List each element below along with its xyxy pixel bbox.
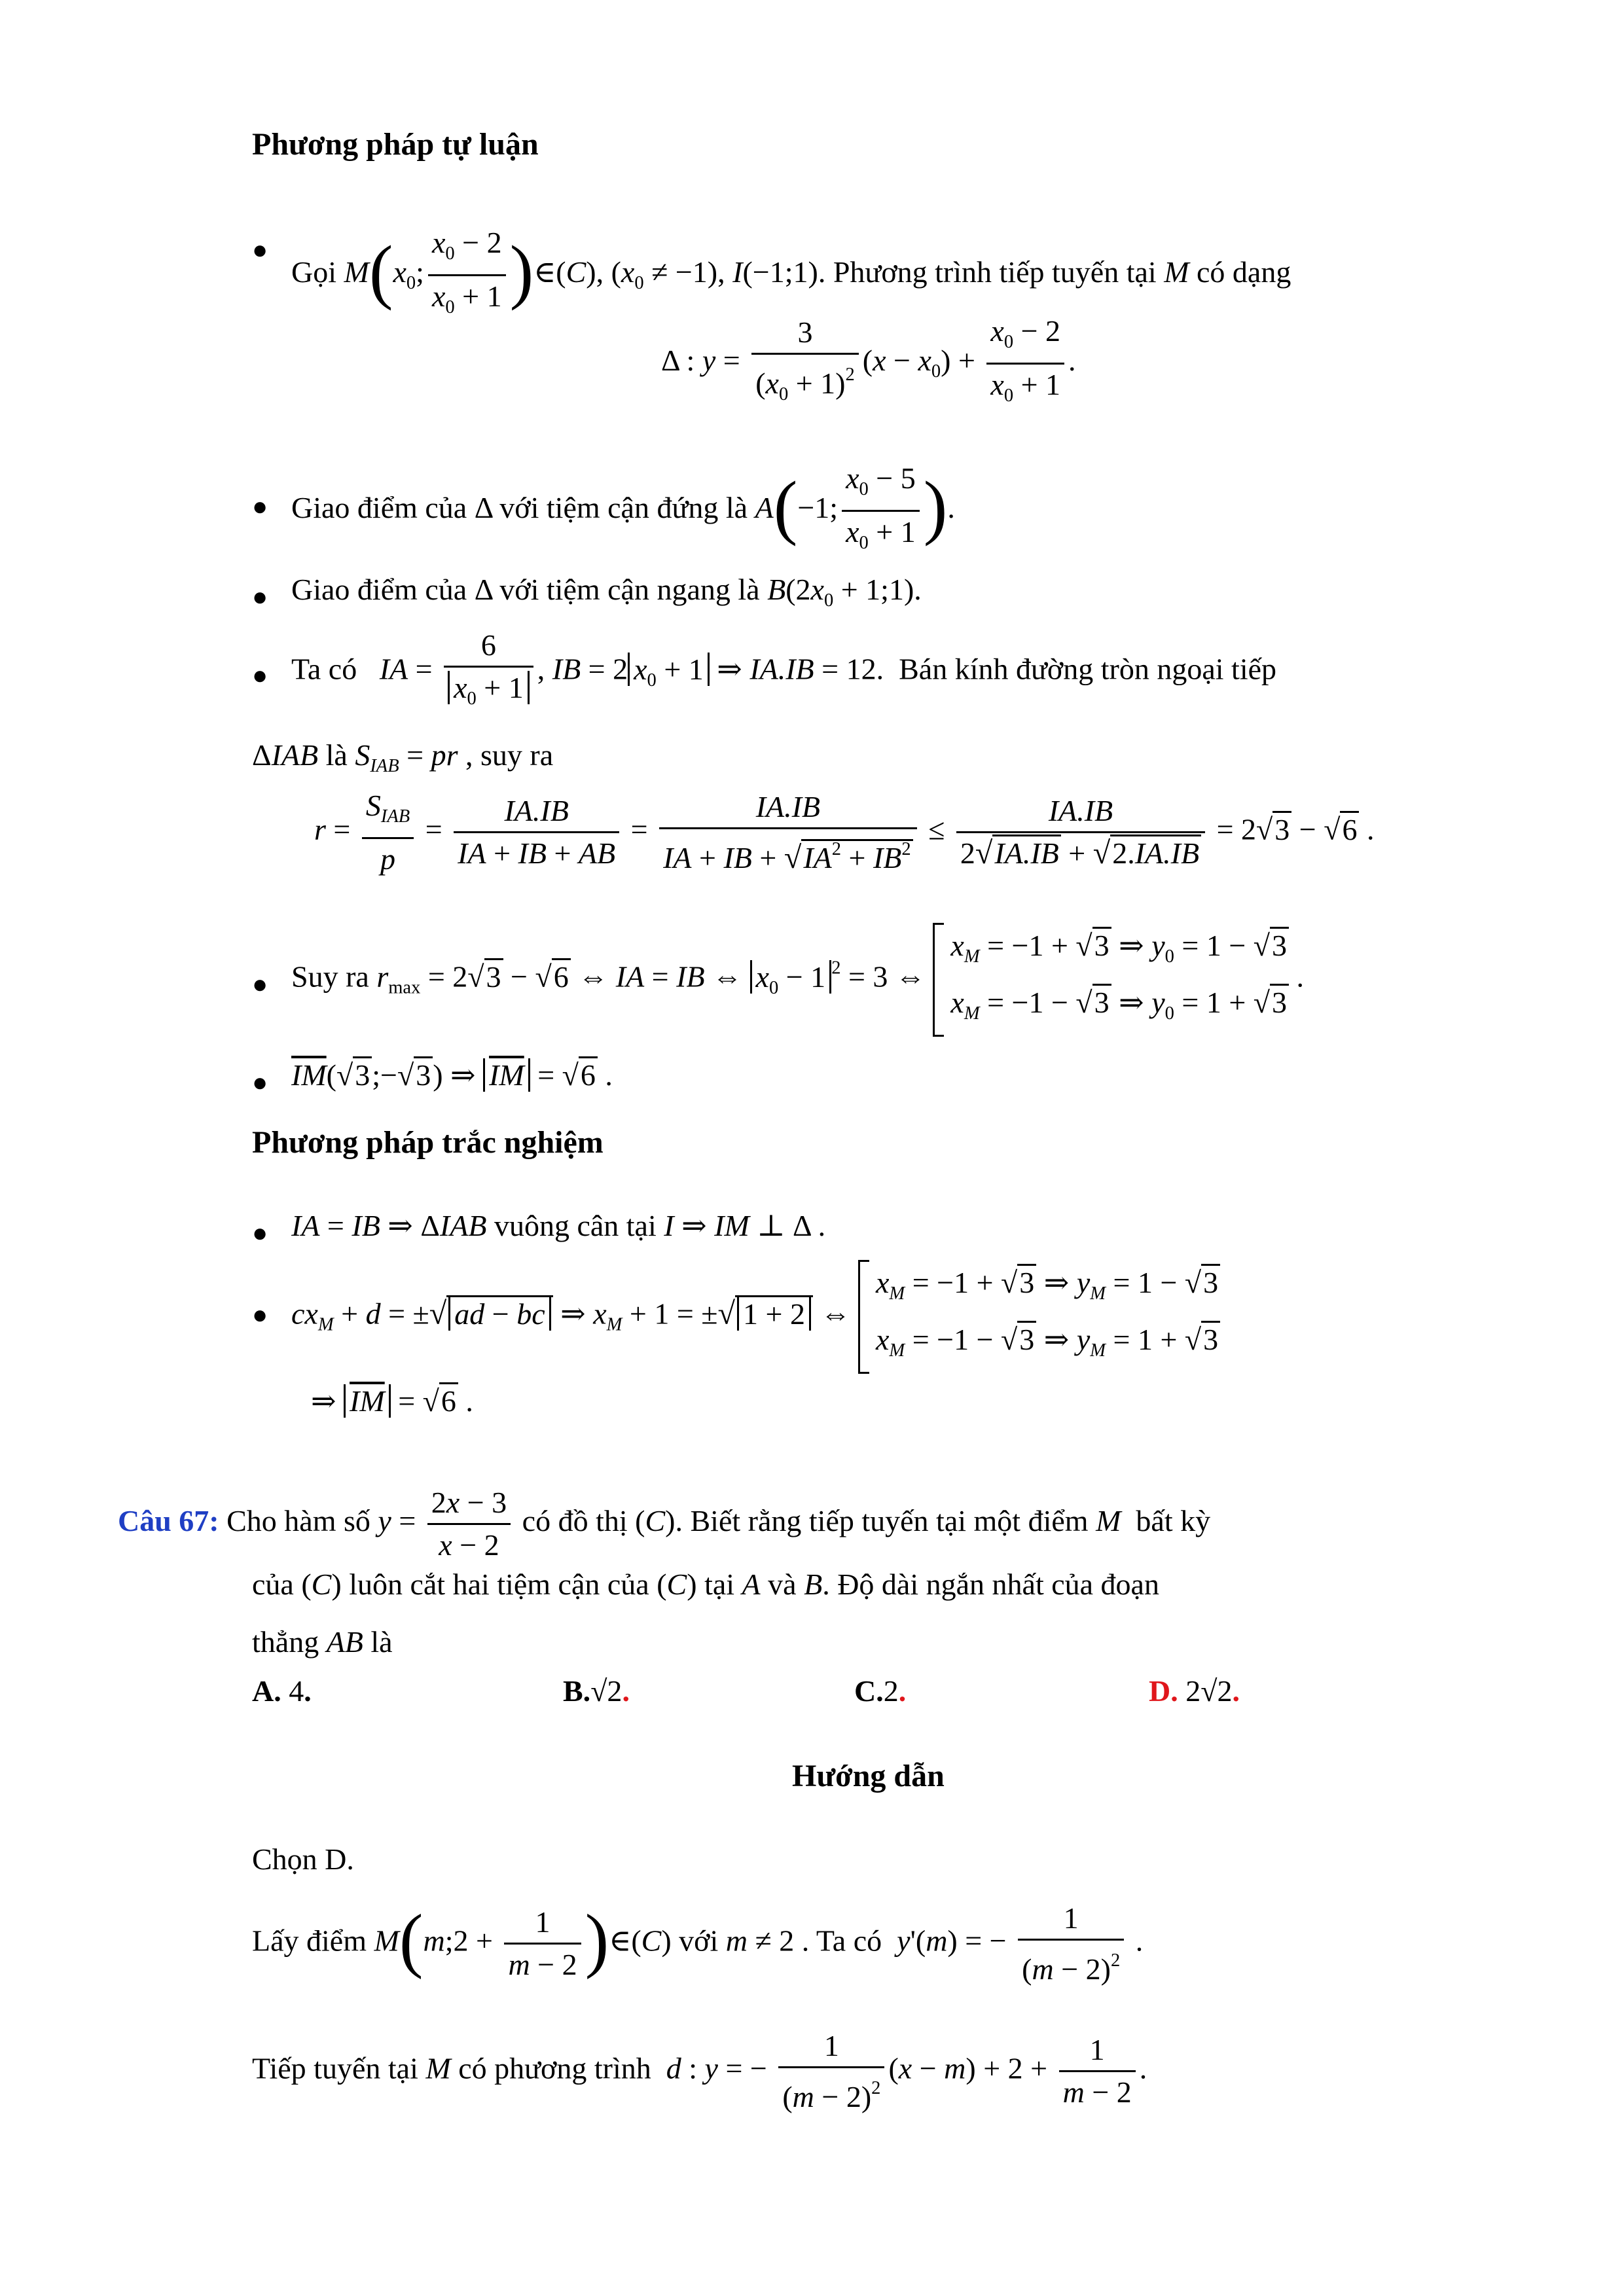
guide-choose: Chọn D. bbox=[252, 1842, 354, 1876]
bullet-4: ● bbox=[252, 660, 268, 690]
question-line-3: thẳng AB là bbox=[252, 1625, 393, 1659]
question-line-1: Câu 67: Cho hàm số y = $\frac{2x - 3}{x - 2}$ có đồ thị (C). Biết rằng tiếp tuyến tại một điểm M bất kỳ bbox=[118, 1482, 1210, 1566]
eq-tangent: Δ : y = $\frac{3}{(x_0 + 1)^2}$ $(x - x_0)$ + $\frac{x_0 - 2}{x_0 + 1}$ . bbox=[661, 311, 1076, 416]
bullet-8: ● bbox=[252, 1300, 268, 1329]
line-giao-diem-dung: Giao điểm của Δ với tiệm cận đứng là A(−1; $\frac{x_0 - 5}{x_0 + 1}$ ). bbox=[291, 458, 955, 564]
line-vector-IM: $\overline{IM}(√3;-√3)$ ⇒ $\overline{IM} = √6$ . bbox=[291, 1055, 613, 1096]
bullet-2: ● bbox=[252, 492, 268, 521]
bullet-1: ● bbox=[252, 235, 268, 264]
line-cxm: $cx_M + d$ = ±√ ad − bc ⇒ $x_M + 1$ = ±√ 1 + 2 ⇔ $x_M = -1 + √3$ ⇒ $y_M = 1 - √3$ $x_M = -1 - √3$ ⇒ $y_M = 1 + √3$ bbox=[291, 1260, 1220, 1374]
guide-heading: Hướng dẫn bbox=[792, 1759, 945, 1793]
question-line-2: của (C) luôn cắt hai tiệm cận của (C) tại A và B. Độ dài ngắn nhất của đoạn bbox=[252, 1568, 1159, 1601]
line-s-iab: ΔIAB là $S_{IAB}$ = pr , suy ra bbox=[252, 738, 554, 776]
bullet-3: ● bbox=[252, 582, 268, 611]
heading-trac-nghiem: Phương pháp trắc nghiệm bbox=[252, 1125, 604, 1160]
heading-tu-luan: Phương pháp tự luận bbox=[252, 127, 539, 162]
option-a: A. 4. bbox=[252, 1674, 312, 1708]
bullet-5: ● bbox=[252, 969, 268, 999]
bullet-7: ● bbox=[252, 1218, 268, 1247]
line-goi-M: Gọi $M(x_0$; $\frac{x_0 - 2}{x_0 + 1}$ )∈(C), $(x_0 \ne -1)$, I(−1;1). Phương trình tiếp tuyến tại M có dạng bbox=[291, 223, 1291, 328]
question-label: Câu 67: bbox=[118, 1504, 219, 1538]
line-ta-co: Ta có IA = $\frac{6}{x_0 + 1}$ , IB = 2 $x_0 + 1$ ⇒ IA.IB = 12. Bán kính đường tròn ngoại tiếp bbox=[291, 625, 1276, 719]
eq-r-bound: r = $\frac{S_{IAB}}{p}$ = $\frac{IA.IB}{IA + IB + AB}$ = $\frac{IA.IB}{IA + IB + √IA^2 + IB^2}$ ≤ $\frac{IA.IB}{2√IA.IB + √2.IA.IB}$ = 2√3 − √6 . bbox=[314, 785, 1374, 880]
line-vuong-can: IA = IB ⇒ ΔIAB vuông cân tại I ⇒ IM ⊥ Δ . bbox=[291, 1209, 826, 1242]
option-c: C.2. bbox=[854, 1674, 907, 1708]
guide-line-2: Lấy điểm M(m;2 + $\frac{1}{m - 2}$ )∈(C) với m ≠ 2 . Ta có y'(m) = − $\frac{1}{(m - 2)^2}$ . bbox=[252, 1898, 1143, 1990]
option-d-label: D. bbox=[1149, 1674, 1178, 1708]
line-giao-diem-ngang: Giao điểm của Δ với tiệm cận ngang là $B(2x_0$ + 1;1). bbox=[291, 573, 922, 611]
line-suy-ra-rmax: Suy ra $r_{max} = 2√3 - √6$ ⇔ IA = IB ⇔ $x_0 - 1$ $^2$ = 3 ⇔ $x_M = -1 + √3$ ⇒ $y_0 = 1 - √3$ $x_M = -1 - √3$ ⇒ $y_0 = 1 + √3$ . bbox=[291, 923, 1304, 1037]
line-IM-length: ⇒ $\overline{IM} = √6$ . bbox=[311, 1381, 473, 1422]
bullet-6: ● bbox=[252, 1067, 268, 1097]
guide-line-3: Tiếp tuyến tại M có phương trình d : y = − $\frac{1}{(m - 2)^2}$ (x − m) + 2 + $\frac{1}{m - 2}$ . bbox=[252, 2026, 1147, 2117]
option-d: D. 2√2. bbox=[1149, 1674, 1240, 1708]
option-b: B.√2. bbox=[563, 1674, 630, 1708]
